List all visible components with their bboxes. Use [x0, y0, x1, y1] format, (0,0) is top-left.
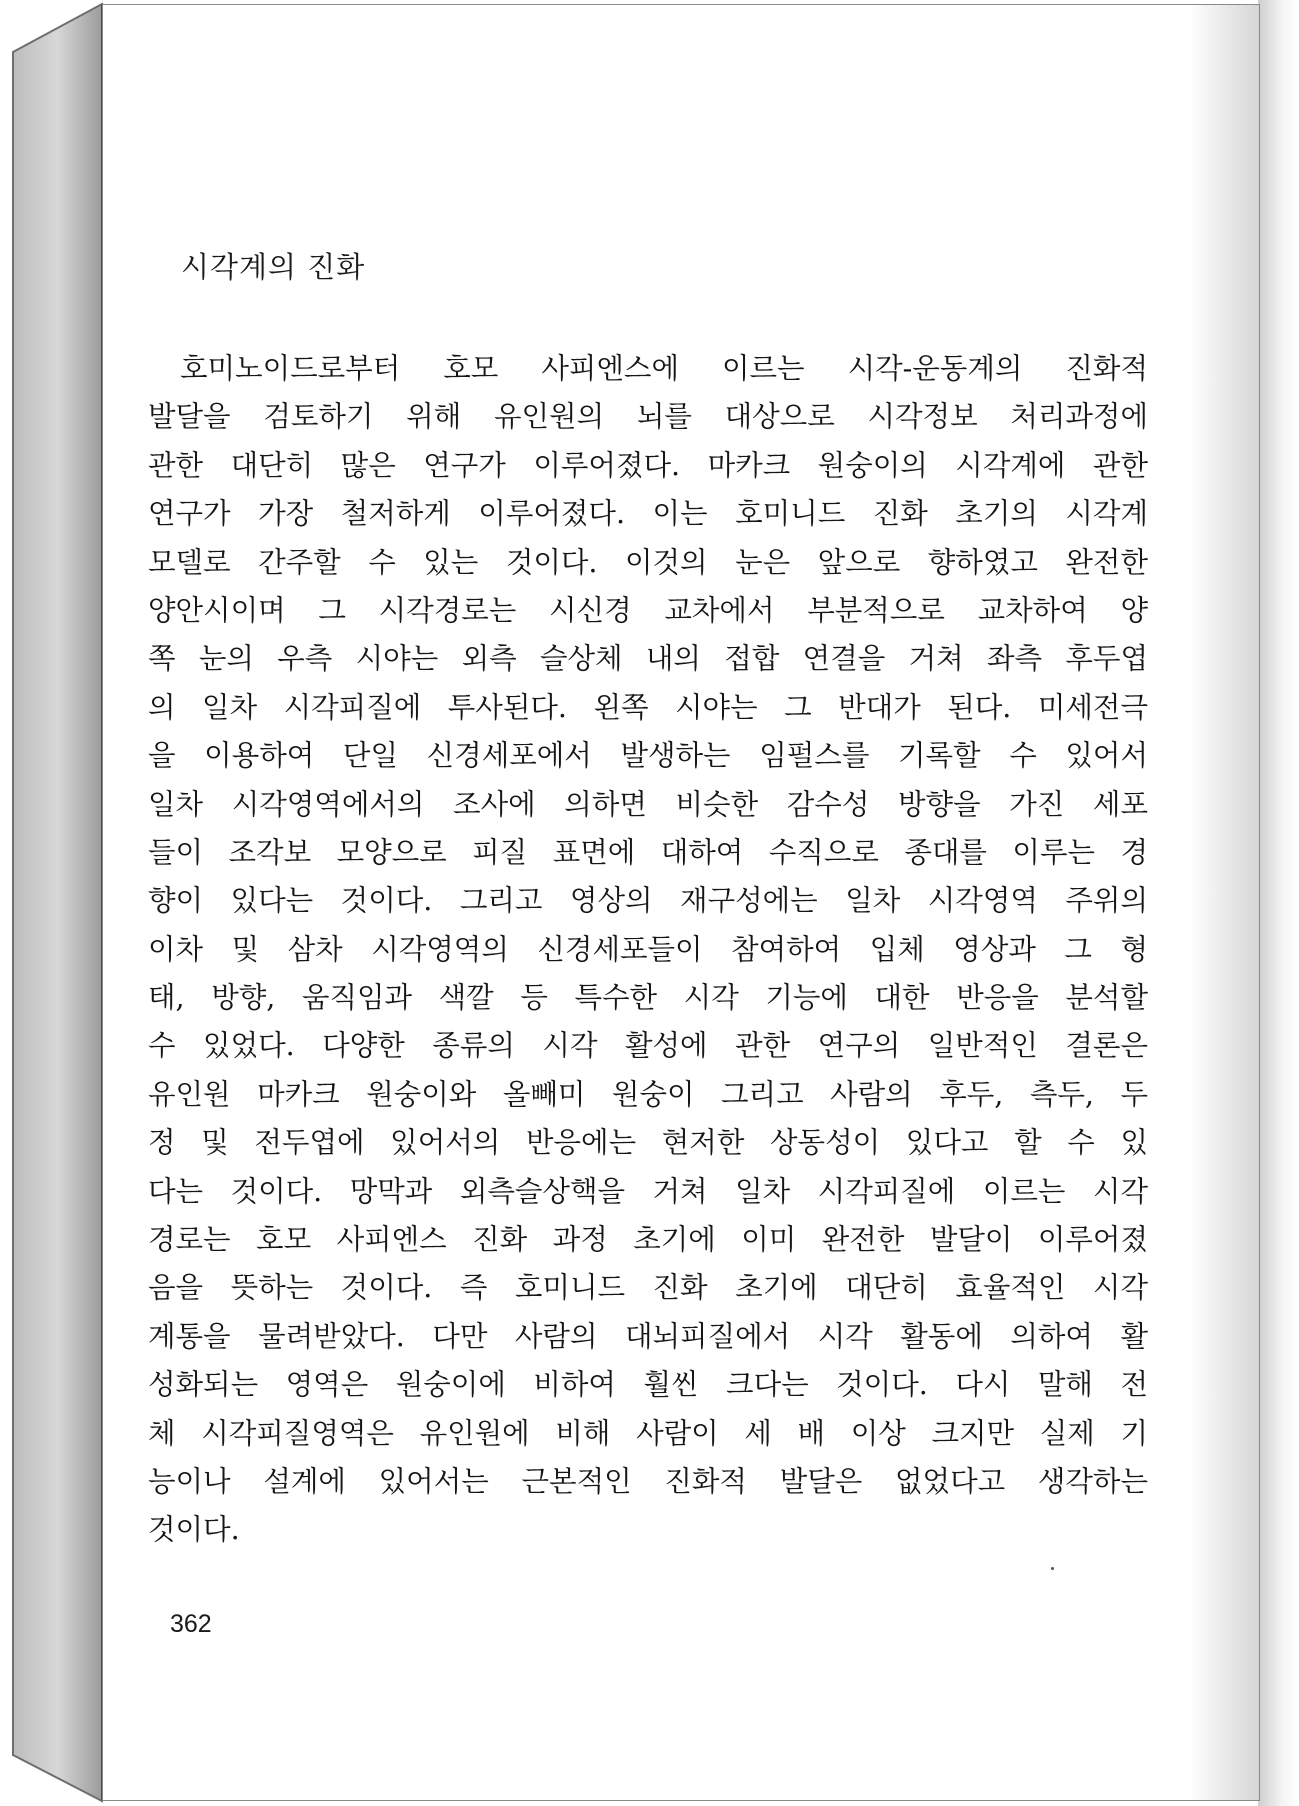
- text-line: 태, 방향, 움직임과 색깔 등 특수한 시각 기능에 대한 반응을 분석할: [148, 981, 1148, 1015]
- text-line: 다는 것이다. 망막과 외측슬상핵을 거쳐 일차 시각피질에 이르는 시각: [148, 1174, 1148, 1208]
- text-line: 경로는 호모 사피엔스 진화 과정 초기에 이미 완전한 발달이 이루어졌: [148, 1223, 1148, 1257]
- print-speck: [1051, 1567, 1054, 1570]
- text-line: 양안시이며 그 시각경로는 시신경 교차에서 부분적으로 교차하여 양: [148, 593, 1148, 627]
- page-edge-shadow: [1258, 0, 1299, 1806]
- text-line: 것이다.: [148, 1513, 240, 1547]
- text-line: 들이 조각보 모양으로 피질 표면에 대하여 수직으로 종대를 이루는 경: [148, 835, 1148, 869]
- text-line: 체 시각피질영역은 유인원에 비해 사람이 세 배 이상 크지만 실제 기: [148, 1416, 1148, 1450]
- text-line: 이차 및 삼차 시각영역의 신경세포들이 참여하여 입체 영상과 그 형: [148, 932, 1148, 966]
- section-heading: 시각계의 진화: [181, 250, 366, 284]
- text-line: 성화되는 영역은 원숭이에 비하여 훨씬 크다는 것이다. 다시 말해 전: [148, 1368, 1148, 1402]
- text-line: 일차 시각영역에서의 조사에 의하면 비슷한 감수성 방향을 가진 세포: [148, 787, 1148, 821]
- text-line: 수 있었다. 다양한 종류의 시각 활성에 관한 연구의 일반적인 결론은: [148, 1029, 1148, 1063]
- text-line: 정 및 전두엽에 있어서의 반응에는 현저한 상동성이 있다고 할 수 있: [148, 1126, 1148, 1160]
- text-line: 호미노이드로부터 호모 사피엔스에 이르는 시각-운동계의 진화적: [180, 352, 1148, 385]
- page-right-shading: [1189, 5, 1259, 1800]
- text-line: 을 이용하여 단일 신경세포에서 발생하는 임펄스를 기록할 수 있어서: [148, 739, 1148, 773]
- page-number: 362: [170, 1610, 212, 1638]
- text-line: 쪽 눈의 우측 시야는 외측 슬상체 내의 접합 연결을 거쳐 좌측 후두엽: [148, 642, 1148, 676]
- text-line: 계통을 물려받았다. 다만 사람의 대뇌피질에서 시각 활동에 의하여 활: [148, 1319, 1148, 1353]
- text-line: 발달을 검토하기 위해 유인원의 뇌를 대상으로 시각정보 처리과정에: [148, 400, 1148, 434]
- text-line: 유인원 마카크 원숭이와 올빼미 원숭이 그리고 사람의 후두, 측두, 두: [148, 1077, 1148, 1111]
- text-line: 의 일차 시각피질에 투사된다. 왼쪽 시야는 그 반대가 된다. 미세전극: [148, 690, 1148, 724]
- body-paragraph: [148, 345, 1148, 1555]
- text-line: 모델로 간주할 수 있는 것이다. 이것의 눈은 앞으로 향하였고 완전한: [148, 545, 1148, 579]
- text-line: 관한 대단히 많은 연구가 이루어졌다. 마카크 원숭이의 시각계에 관한: [148, 448, 1148, 482]
- text-line: 음을 뜻하는 것이다. 즉 호미니드 진화 초기에 대단히 효율적인 시각: [148, 1271, 1148, 1305]
- text-line: 능이나 설계에 있어서는 근본적인 진화적 발달은 없었다고 생각하는: [148, 1464, 1148, 1498]
- text-line: 연구가 가장 철저하게 이루어졌다. 이는 호미니드 진화 초기의 시각계: [148, 497, 1148, 531]
- text-line: 향이 있다는 것이다. 그리고 영상의 재구성에는 일차 시각영역 주위의: [148, 884, 1148, 918]
